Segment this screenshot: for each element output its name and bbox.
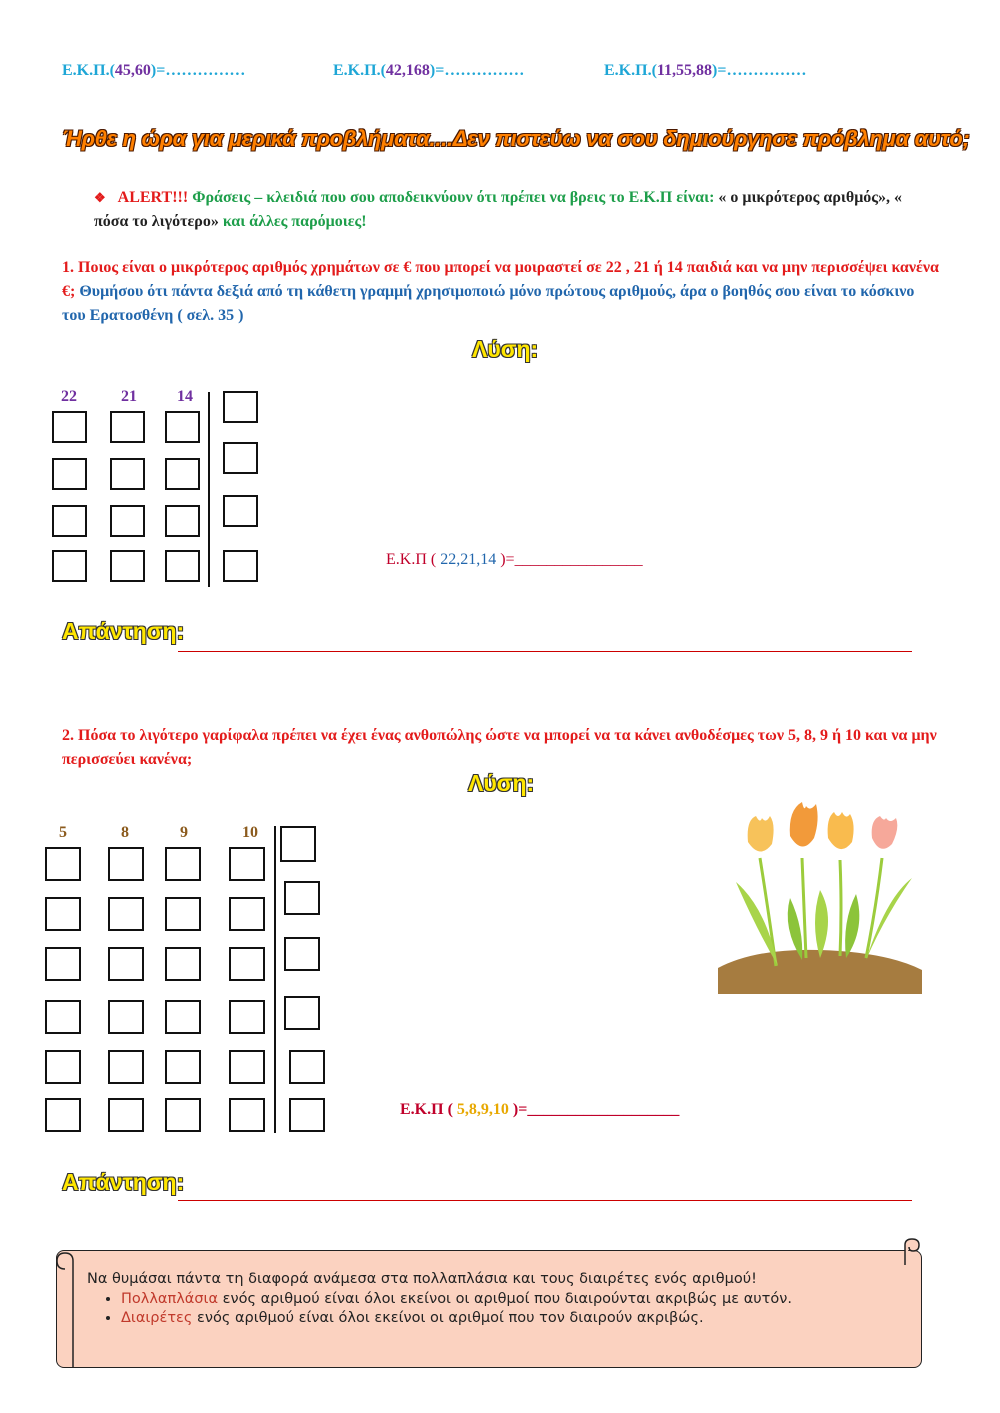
lcm-numbers: 45,60 bbox=[114, 62, 151, 79]
column-header: 14 bbox=[177, 388, 193, 405]
alert-note bbox=[94, 186, 924, 234]
list-item bbox=[121, 1291, 921, 1307]
problem-1-hint: Θυμήσου ότι πάντα δεξιά από τη κάθετη γραμμή χρησιμοποιώ μόνο πρώτους αριθμούς, άρα ο βοηθός σου είναι το κόσκινο του Ερατοσθένη ( σελ. 35 ) bbox=[62, 283, 915, 324]
lcm-result-blank[interactable]: )=________________ bbox=[500, 551, 643, 568]
reminder-intro: Να θυμάσαι πάντα τη διαφορά ανάμεσα στα πολλαπλάσια και τους διαιρέτες ενός αριθμού! bbox=[87, 1271, 757, 1287]
answer-box[interactable] bbox=[52, 458, 87, 490]
lcm-result-1 bbox=[386, 551, 643, 569]
solution-heading-2: Λύση: bbox=[468, 770, 535, 796]
answer-heading-2: Απάντηση: bbox=[62, 1169, 185, 1195]
lcm-blank: )=…………… bbox=[712, 62, 807, 79]
answer-box[interactable] bbox=[110, 411, 145, 443]
answer-box[interactable] bbox=[229, 947, 265, 981]
answer-box[interactable] bbox=[165, 550, 200, 582]
lcm-prefix: Ε.Κ.Π.( bbox=[62, 62, 115, 79]
answer-box[interactable] bbox=[45, 947, 81, 981]
answer-box[interactable] bbox=[229, 1050, 265, 1084]
reminder-text: ενός αριθμού είναι όλοι εκείνοι οι αριθμοί που τον διαιρούν ακριβώς. bbox=[192, 1310, 704, 1326]
problems-banner: Ήρθε η ώρα για μερικά προβλήματα....Δεν πιστεύω να σου δημιούργησε πρόβλημα αυτό; bbox=[62, 126, 970, 151]
alert-lead: ALERT!!! bbox=[117, 189, 189, 206]
answer-box[interactable] bbox=[108, 1000, 144, 1034]
answer-line-2[interactable] bbox=[178, 1200, 912, 1201]
alert-text: Φράσεις – κλειδιά που σου αποδεικνύουν ότι πρέπει να βρεις το Ε.Κ.Π είναι: bbox=[188, 189, 715, 206]
answer-box[interactable] bbox=[165, 947, 201, 981]
reminder-term: Διαιρέτες bbox=[121, 1310, 193, 1326]
reminder-text: ενός αριθμού είναι όλοι εκείνοι οι αριθμοί που διαιρούνται ακριβώς με αυτόν. bbox=[218, 1291, 792, 1307]
answer-box[interactable] bbox=[108, 947, 144, 981]
answer-box[interactable] bbox=[45, 897, 81, 931]
answer-box[interactable] bbox=[108, 847, 144, 881]
answer-box[interactable] bbox=[165, 897, 201, 931]
column-header: 22 bbox=[61, 388, 77, 405]
lcm-exercise-2 bbox=[333, 62, 524, 80]
answer-box[interactable] bbox=[45, 1000, 81, 1034]
answer-box[interactable] bbox=[45, 1050, 81, 1084]
prime-box[interactable] bbox=[223, 495, 258, 527]
prime-box[interactable] bbox=[223, 550, 258, 582]
prime-box[interactable] bbox=[280, 826, 316, 862]
answer-box[interactable] bbox=[165, 411, 200, 443]
tulip-flower bbox=[872, 816, 898, 849]
reminder-scroll bbox=[56, 1250, 922, 1368]
answer-box[interactable] bbox=[52, 550, 87, 582]
answer-box[interactable] bbox=[229, 847, 265, 881]
lcm-result-numbers: 5,8,9,10 bbox=[456, 1101, 509, 1118]
tulip-flower bbox=[748, 816, 774, 852]
lcm-numbers: 11,55,88 bbox=[656, 62, 713, 79]
prime-box[interactable] bbox=[284, 881, 320, 915]
answer-box[interactable] bbox=[110, 550, 145, 582]
diamond-bullet-icon: ❖ bbox=[94, 190, 106, 205]
lcm-result-prefix: Ε.Κ.Π ( bbox=[400, 1101, 457, 1118]
lcm-result-2 bbox=[400, 1101, 679, 1119]
answer-box[interactable] bbox=[45, 847, 81, 881]
problem-2-question: 2. Πόσα το λιγότερο γαρίφαλα πρέπει να έχει ένας ανθοπώλης ώστε να μπορεί να τα κάνει ανθοδέσμες των 5, 8, 9 ή 10 και να μην περισσεύει κανένα; bbox=[62, 727, 937, 768]
problem-1-question bbox=[62, 256, 942, 328]
answer-box[interactable] bbox=[229, 1098, 265, 1132]
prime-box[interactable] bbox=[284, 996, 320, 1030]
answer-box[interactable] bbox=[165, 505, 200, 537]
solution-heading-1: Λύση: bbox=[472, 336, 539, 362]
column-header: 8 bbox=[121, 824, 129, 841]
answer-box[interactable] bbox=[165, 847, 201, 881]
tulips-illustration bbox=[716, 798, 924, 996]
lcm-result-blank[interactable]: )=___________________ bbox=[508, 1101, 680, 1118]
tulip-flower bbox=[828, 812, 854, 849]
answer-box[interactable] bbox=[108, 897, 144, 931]
tulip-flower bbox=[790, 802, 818, 847]
lcm-result-prefix: Ε.Κ.Π ( bbox=[386, 551, 437, 568]
prime-box[interactable] bbox=[223, 391, 258, 423]
lcm-blank: )=…………… bbox=[150, 62, 246, 79]
lcm-prefix: Ε.Κ.Π.( bbox=[604, 62, 657, 79]
scroll-curl-right-icon bbox=[901, 1237, 925, 1267]
answer-line-1[interactable] bbox=[178, 651, 912, 652]
division-line bbox=[208, 392, 210, 587]
answer-box[interactable] bbox=[165, 458, 200, 490]
prime-box[interactable] bbox=[284, 937, 320, 971]
lcm-exercise-3 bbox=[604, 62, 806, 80]
alert-keywords: « ο μικρότερος αριθμός», « πόσα το λιγότερο» bbox=[94, 189, 903, 230]
column-header: 21 bbox=[121, 388, 137, 405]
answer-heading-1: Απάντηση: bbox=[62, 618, 185, 644]
problem-1-text: 1. Ποιος είναι ο μικρότερος αριθμός χρημάτων σε € που μπορεί να μοιραστεί σε 22 , 21 ή 14 παιδιά και να μην περισσέψει κανένα €; bbox=[62, 259, 939, 300]
answer-box[interactable] bbox=[108, 1098, 144, 1132]
lcm-prefix: Ε.Κ.Π.( bbox=[333, 62, 386, 79]
prime-box[interactable] bbox=[289, 1098, 325, 1132]
prime-box[interactable] bbox=[289, 1050, 325, 1084]
lcm-numbers: 42,168 bbox=[385, 62, 430, 79]
reminder-list bbox=[57, 1291, 921, 1326]
answer-box[interactable] bbox=[229, 897, 265, 931]
lcm-blank: )=…………… bbox=[429, 62, 525, 79]
answer-box[interactable] bbox=[45, 1098, 81, 1132]
answer-box[interactable] bbox=[229, 1000, 265, 1034]
division-line bbox=[274, 826, 276, 1133]
list-item bbox=[121, 1310, 921, 1326]
answer-box[interactable] bbox=[165, 1098, 201, 1132]
answer-box[interactable] bbox=[165, 1000, 201, 1034]
answer-box[interactable] bbox=[110, 505, 145, 537]
answer-box[interactable] bbox=[165, 1050, 201, 1084]
column-header: 5 bbox=[59, 824, 67, 841]
lcm-result-numbers: 22,21,14 bbox=[436, 551, 501, 568]
answer-box[interactable] bbox=[110, 458, 145, 490]
answer-box[interactable] bbox=[52, 411, 87, 443]
lcm-exercise-1 bbox=[62, 62, 245, 80]
alert-text-end: και άλλες παρόμοιες! bbox=[218, 213, 367, 230]
answer-box[interactable] bbox=[108, 1050, 144, 1084]
scroll-curl-left-icon bbox=[55, 1249, 85, 1371]
column-header: 9 bbox=[180, 824, 188, 841]
answer-box[interactable] bbox=[52, 505, 87, 537]
reminder-term: Πολλαπλάσια bbox=[121, 1291, 219, 1307]
prime-box[interactable] bbox=[223, 442, 258, 474]
column-header: 10 bbox=[242, 824, 258, 841]
